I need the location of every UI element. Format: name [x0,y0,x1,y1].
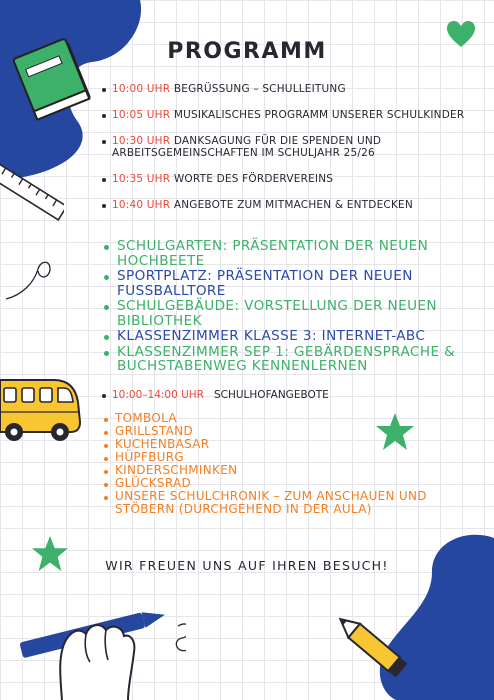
offers-list [102,412,487,516]
schedule-item [100,109,485,121]
schedule-text: DANKSAGUNG FÜR DIE SPENDEN UND ARBEITSGEMEINSCHAFTEN IM SCHULJAHR 25/26 [112,135,382,160]
offer-item: TOMBOLA [102,412,487,425]
schedule-item [100,83,485,95]
offer-item: GRILLSTAND [102,425,487,438]
schedule-text: ANGEBOTE ZUM MITMACHEN & ENTDECKEN [173,199,413,212]
station-item: KLASSENZIMMER KLASSE 3: INTERNET-ABC [102,329,487,344]
schedule-item [100,199,485,211]
schedule-time: 10:05 UHR [112,109,171,122]
closing-message: WIR FREUEN UNS AUF IHREN BESUCH! [105,558,389,573]
schedule-time: 10:30 UHR [112,135,171,148]
offer-item: KINDERSCHMINKEN [102,464,487,477]
schedule-item [100,135,485,159]
schedule-time: 10:40 UHR [112,199,171,212]
pencil-icon [336,612,420,692]
schoolyard-text: SCHULHOFANGEBOTE [213,389,329,401]
schedule-text: MUSIKALISCHES PROGRAMM UNSERER SCHULKINDER [173,109,465,122]
offer-item: GLÜCKSRAD [102,477,487,490]
offer-item: HÜPFBURG [102,451,487,464]
squiggle-doodle [4,255,64,305]
offer-item: UNSERE SCHULCHRONIK – ZUM ANSCHAUEN UND STÖBERN (DURCHGEHEND IN DER AULA) [102,490,487,516]
schedule-list [100,83,485,225]
schedule-time: 10:00 UHR [112,83,171,95]
page-title: PROGRAMM [167,38,327,64]
station-item: SCHULGEBÄUDE: VORSTELLUNG DER NEUEN BIBLIOTHEK [102,299,487,328]
station-item: SPORTPLATZ: PRÄSENTATION DER NEUEN FUSSBALLTORE [102,269,487,298]
schoolyard-time: 10:00–14:00 UHR [112,389,204,401]
hand-crayon-icon [16,596,186,700]
station-item: SCHULGARTEN: PRÄSENTATION DER NEUEN HOCHBEETE [102,239,487,268]
ruler-icon [0,162,64,226]
schoolyard-heading [100,389,485,401]
schedule-text: WORTE DES FÖRDERVEREINS [173,173,334,186]
schedule-text: BEGRÜSSUNG – SCHULLEITUNG [173,83,346,95]
schoolyard-item [100,389,485,401]
schedule-item [100,173,485,185]
school-bus-icon [0,368,88,452]
offer-item: KUCHENBASAR [102,438,487,451]
station-item: KLASSENZIMMER SEP 1: GEBÄRDENSPRACHE & BUCHSTABENWEG KENNENLERNEN [102,345,487,374]
schedule-time: 10:35 UHR [112,173,171,186]
stations-list [102,239,487,375]
